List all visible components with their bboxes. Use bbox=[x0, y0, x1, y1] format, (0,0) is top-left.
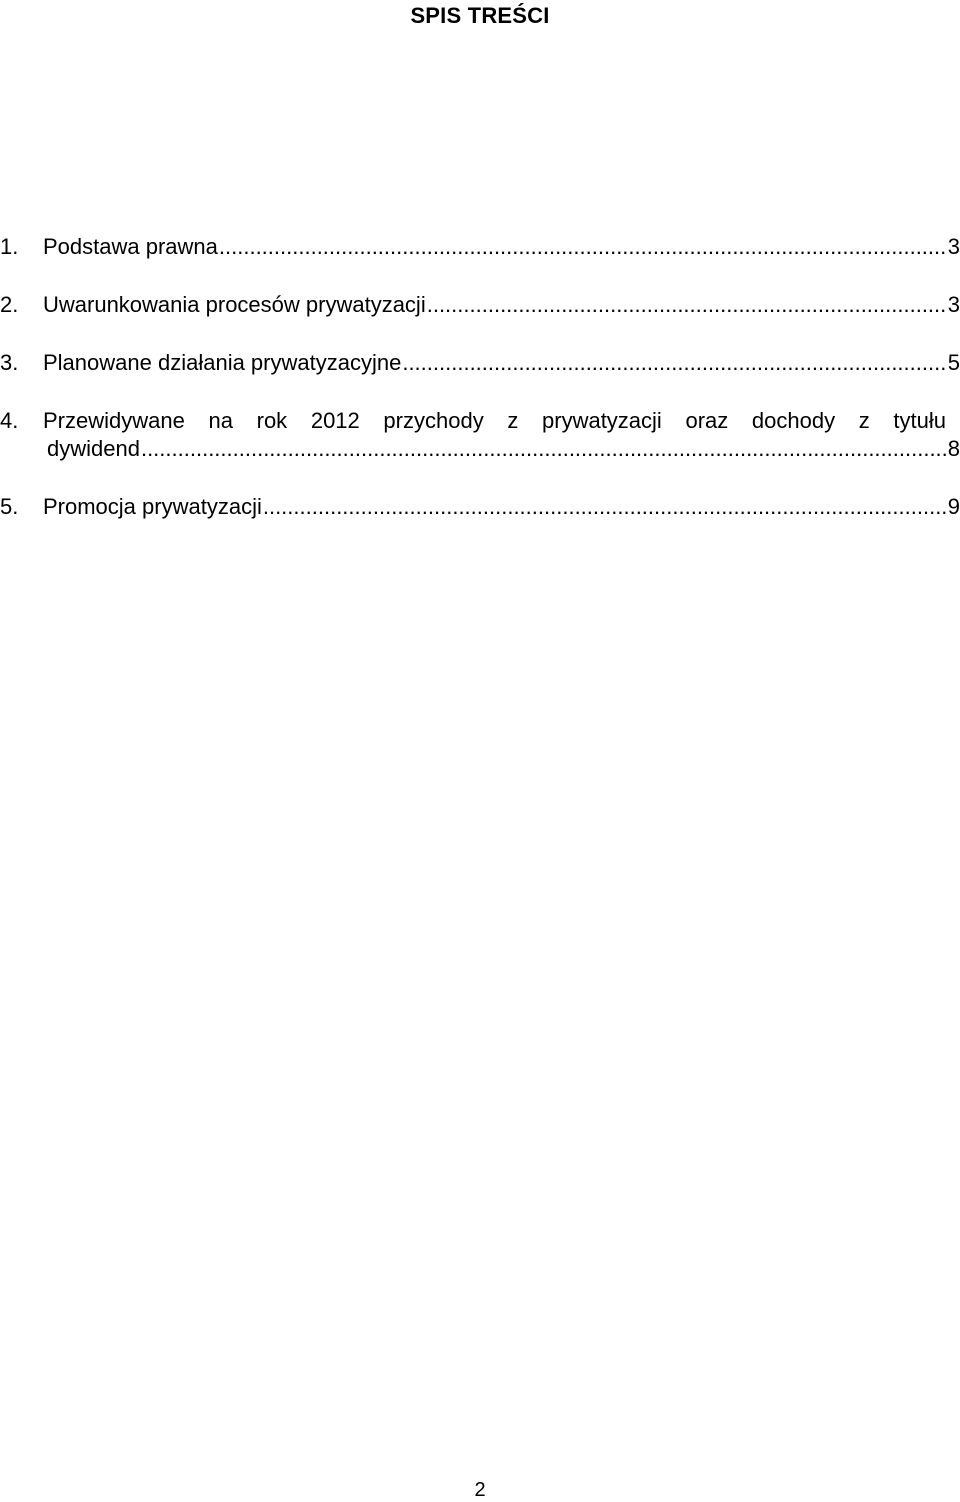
toc-entry-text-line2: dywidend bbox=[47, 436, 140, 461]
toc-entry-page: 3 bbox=[947, 292, 960, 317]
toc-entry-text: Podstawa prawna bbox=[43, 234, 218, 259]
toc-entry-3[interactable] bbox=[0, 349, 960, 377]
toc-dot-leader bbox=[219, 233, 947, 261]
toc-entry-5[interactable] bbox=[0, 493, 960, 521]
toc-entry-number: 1. bbox=[0, 234, 19, 259]
toc-dot-leader bbox=[427, 291, 947, 319]
toc-dot-leader bbox=[141, 435, 947, 463]
toc-entry-4[interactable] bbox=[0, 407, 960, 463]
toc-entry-page: 5 bbox=[947, 350, 960, 375]
toc-entry-text-line1: Przewidywane na rok 2012 przychody z prywatyzacji oraz dochody z tytułu bbox=[43, 408, 946, 433]
page-number: 2 bbox=[474, 1479, 486, 1501]
toc-entry-1[interactable] bbox=[0, 233, 960, 261]
toc-entry-page: 9 bbox=[947, 494, 960, 519]
toc-entry-page: 3 bbox=[947, 234, 960, 259]
toc-entry-number: 4. bbox=[0, 408, 19, 433]
toc-list bbox=[0, 233, 960, 551]
toc-entry-number: 2. bbox=[0, 292, 19, 317]
toc-entry-text: Promocja prywatyzacji bbox=[43, 494, 262, 519]
toc-dot-leader bbox=[402, 349, 946, 377]
toc-entry-number: 5. bbox=[0, 494, 19, 519]
toc-entry-2[interactable] bbox=[0, 291, 960, 319]
toc-dot-leader bbox=[263, 493, 947, 521]
toc-entry-text: Planowane działania prywatyzacyjne bbox=[43, 350, 402, 375]
toc-entry-page: 8 bbox=[947, 436, 960, 461]
toc-entry-number: 3. bbox=[0, 350, 19, 375]
toc-entry-text: Uwarunkowania procesów prywatyzacji bbox=[43, 292, 426, 317]
toc-title: SPIS TREŚCI bbox=[410, 3, 550, 28]
